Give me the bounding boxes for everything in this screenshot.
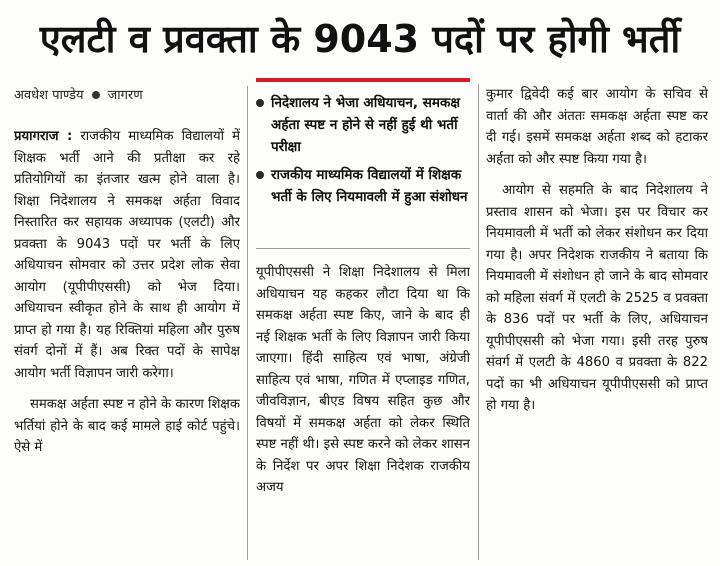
column-divider (247, 86, 248, 560)
byline (14, 86, 244, 106)
article-paragraph: आयोग से सहमति के बाद निदेशालय ने प्रस्ताव शासन को भेजा। इस पर विचार कर नियमावली में भर्ती को लेकर संशोधन कर दिया गया है। अपर निदेशक राजकीय ने बताया कि नियमावली में संशोधन हो जाने के बाद सोमवार को महिला संवर्ग में एलटी के 2525 व प्रवक्ता के 836 पदों पर भर्ती के लिए, अधियाचन यूपीपीएससी को भेजा गया। इसी तरह पुरुष संवर्ग में एलटी के 4860 व प्रवक्ता के 822 पदों का भी अधियाचन यूपीपीएससी को प्राप्त हो गया है। (486, 183, 708, 413)
highlight-text: राजकीय माध्यमिक विद्यालयों में शिक्षक भर्ती के लिए नियमावली में हुआ संशोधन (271, 167, 468, 205)
column-divider (478, 84, 479, 560)
highlights-bottom-rule (256, 248, 470, 249)
highlight-item (256, 164, 470, 208)
byline-separator-dot (92, 91, 100, 99)
paragraph-text: राजकीय माध्यमिक विद्यालयों में शिक्षक भर्ती आने की प्रतीक्षा कर रहे प्रतियोगियों का इंतजार खत्म होने वाला है। शिक्षा निदेशालय ने समकक्ष अर्हता विवाद निस्तारित कर सहायक अध्यापक (एलटी) और प्रवक्ता के 9043 पदों पर भर्ती के लिए अधियाचन सोमवार को उत्तर प्रदेश लोक सेवा आयोग (यूपीपीएससी) को भेज दिया। अधियाचन स्वीकृत होने के साथ ही आयोग में प्राप्त हो गया है। यह रिक्तियां महिला और पुरुष संवर्ग दोनों में हैं। अब रिक्त पदों के सापेक्ष आयोग भर्ती विज्ञापन जारी करेगा। (14, 129, 240, 381)
article-column-2 (256, 262, 470, 562)
byline-author: अवधेश पाण्डेय (14, 88, 84, 103)
article-column-3 (486, 84, 708, 562)
headline: एलटी व प्रवक्ता के 9043 पदों पर होगी भर्ती (39, 17, 681, 61)
highlights-box (256, 92, 470, 244)
highlights-top-bar (256, 78, 470, 82)
highlight-text: निदेशालय ने भेजा अधियाचन, समकक्ष अर्हता स्पष्ट न होने से नहीं हुई थी भर्ती परीक्षा (271, 95, 460, 155)
highlight-item (256, 92, 470, 158)
article-paragraph: यूपीपीएससी ने शिक्षा निदेशालय से मिला अधियाचन यह कहकर लौटा दिया था कि समकक्ष अर्हता स्पष्ट किए, जाने के बाद ही नई शिक्षक भर्ती के लिए विज्ञापन जारी किया जाएगा। हिंदी साहित्य एवं भाषा, अंग्रेजी साहित्य एवं भाषा, गणित में एप्लाइड गणित, जीवविज्ञान, बीएड विषय सहित कुछ और विषयों में समकक्ष अर्हता को लेकर स्थिति स्पष्ट नहीं थी। इसे स्पष्ट करने को लेकर शासन के निर्देश पर अपर शिक्षा निदेशक राजकीय अजय (256, 265, 470, 495)
article-paragraph (14, 126, 240, 384)
article-paragraph: समकक्ष अर्हता स्पष्ट न होने के कारण शिक्षक भर्तियां होने के बाद कई मामले हाई कोर्ट पहुंचे। ऐसे में (14, 397, 240, 455)
bullet-icon (256, 171, 264, 179)
bullet-icon (256, 99, 264, 107)
byline-source: जागरण (107, 88, 143, 103)
article-column-1 (14, 126, 240, 562)
article-paragraph: कुमार द्विवेदी कई बार आयोग के सचिव से वार्ता की और अंततः समकक्ष अर्हता स्पष्ट कर दी गई। इसमें समकक्ष अर्हता शब्द को हटाकर अर्हता को और स्पष्ट किया गया है। (486, 87, 708, 167)
dateline: प्रयागराज : (14, 129, 73, 144)
